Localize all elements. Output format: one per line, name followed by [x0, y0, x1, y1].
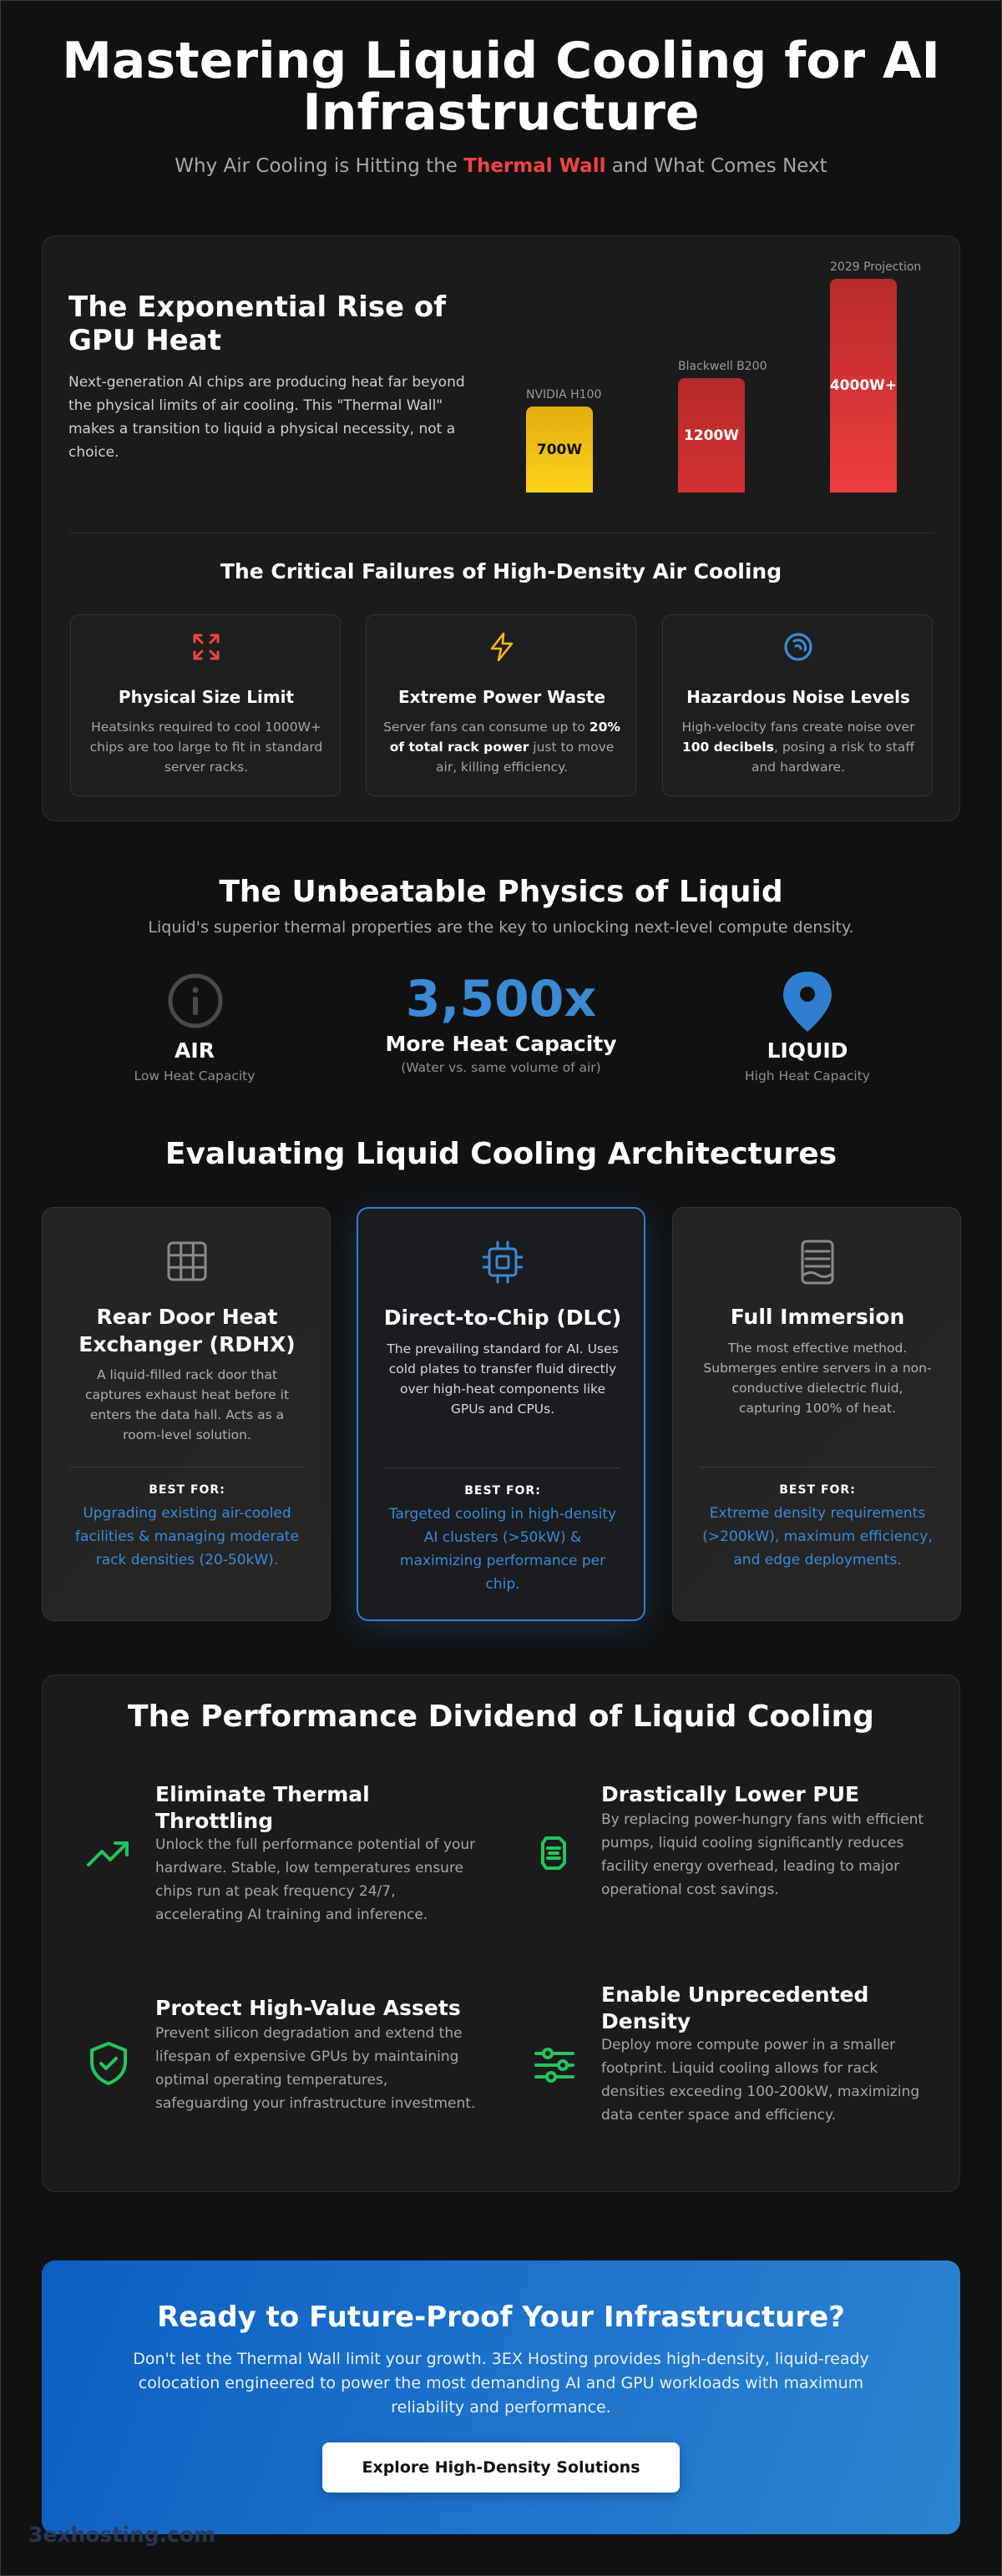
- dividend-title: The Performance Dividend of Liquid Cooling: [128, 1700, 874, 1734]
- cta-text: Don't let the Thermal Wall limit your growth. 3EX Hosting provides high-density, liquid-ready colocation engineered to power the most demanding AI and GPU workloads with maximum reliability and performance.: [133, 2350, 869, 2417]
- arch-name: Full Immersion: [730, 1305, 905, 1329]
- failure-name: Physical Size Limit: [118, 687, 295, 707]
- lightning-bolt-icon: [487, 632, 517, 662]
- cta-title: Ready to Future-Proof Your Infrastructure?: [157, 2301, 845, 2334]
- arch-name: Rear Door Heat Exchanger (RDHX): [78, 1305, 296, 1356]
- best-for-label: BEST FOR:: [149, 1483, 225, 1497]
- arch-card-rdhx: [42, 1207, 331, 1621]
- failure-card-size: [70, 614, 341, 796]
- chart-category-label: Blackwell B200: [678, 360, 767, 373]
- best-for-text: Extreme density requirements (>200kW), maximum efficiency, and edge deployments.: [702, 1505, 933, 1568]
- info-circle-icon: [166, 972, 225, 1030]
- physics-subtitle: Liquid's superior thermal properties are the key to unlocking next-level compute density.: [148, 918, 854, 937]
- explore-solutions-button[interactable]: Explore High-Density Solutions: [322, 2442, 680, 2493]
- failure-name: Extreme Power Waste: [397, 687, 606, 707]
- failure-desc-bold: 100 decibels: [681, 740, 774, 755]
- failure-desc-pre: High-velocity fans create noise over: [681, 720, 915, 735]
- benefit-name: Enable Unprecedented Density: [601, 1983, 869, 2033]
- best-for-text: Targeted cooling in high-density AI clusters (>50kW) & maximizing performance per chip.: [388, 1506, 617, 1593]
- chart-category-label: 2029 Projection: [830, 260, 922, 274]
- chart-category-label: NVIDIA H100: [526, 388, 602, 402]
- gpu-heat-title: The Exponential Rise of GPU Heat: [68, 290, 447, 357]
- expand-arrows-icon: [191, 632, 221, 662]
- liquid-label: LIQUID: [767, 1038, 848, 1063]
- physics-title: The Unbeatable Physics of Liquid: [219, 875, 783, 909]
- benefit-desc: By replacing power-hungry fans with efficient pumps, liquid cooling significantly reduces facility energy overhead, leading to major operational cost savings.: [601, 1811, 924, 1898]
- failure-desc-post: just to move air, killing efficiency.: [436, 740, 615, 775]
- benefit-name: Eliminate Thermal Throttling: [155, 1782, 370, 1833]
- site-watermark: 3exhosting.com: [28, 2523, 216, 2547]
- chart-bar: 1200W: [678, 378, 745, 492]
- subtitle-pre: Why Air Cooling is Hitting the: [175, 155, 464, 177]
- sliders-icon: [531, 2042, 578, 2089]
- chart-bar: 4000W+: [830, 279, 897, 492]
- benefit-desc: Prevent silicon degradation and extend the lifespan of expensive GPUs by maintaining optimal operating temperatures, safeguarding your infrastructure investment.: [155, 2025, 476, 2112]
- benefit-desc: Unlock the full performance potential of your hardware. Stable, low temperatures ensure chips run at peak frequency 24/7, accelerating AI training and inference.: [155, 1836, 476, 1923]
- arch-card-immersion: [672, 1207, 961, 1621]
- failure-name: Hazardous Noise Levels: [686, 687, 910, 707]
- failure-desc-text: Heatsinks required to cool 1000W+ chips are too large to fit in standard server racks.: [89, 720, 323, 775]
- pump-icon: [531, 1830, 578, 1876]
- chip-icon: [483, 1239, 523, 1285]
- liquid-drop-icon: [778, 968, 837, 1035]
- best-for-text: Upgrading existing air-cooled facilities & managing moderate rack densities (20-50kW).: [74, 1505, 300, 1568]
- trending-up-icon: [85, 1831, 132, 1878]
- arch-card-dlc: [357, 1207, 645, 1621]
- air-label: AIR: [175, 1038, 215, 1063]
- failure-desc-post: , posing a risk to staff and hardware.: [751, 740, 915, 775]
- arch-desc: The prevailing standard for AI. Uses cold plates to transfer fluid directly over high-heat components like GPUs and CPUs.: [387, 1341, 619, 1417]
- page-subtitle: [0, 155, 1002, 177]
- heat-capacity-label: More Heat Capacity: [385, 1032, 617, 1056]
- arch-name: Direct-to-Chip (DLC): [383, 1306, 622, 1330]
- shield-check-icon: [85, 2040, 132, 2087]
- failure-desc-pre: Server fans can consume up to: [383, 720, 590, 735]
- gpu-heat-text: Next-generation AI chips are producing heat far beyond the physical limits of air cooling. This "Thermal Wall" makes a transition to liquid a physical necessity, not a choice.: [68, 374, 465, 461]
- server-tank-icon: [797, 1238, 838, 1285]
- benefit-name: Protect High-Value Assets: [155, 1996, 461, 2020]
- page-title: Mastering Liquid Cooling for AI Infrastructure: [62, 32, 940, 142]
- failure-desc: [383, 717, 620, 777]
- failure-card-noise: [662, 614, 933, 796]
- arch-desc: The most effective method. Submerges entire servers in a non-conductive dielectric fluid, capturing 100% of heat.: [703, 1341, 932, 1416]
- arch-divider: [385, 1467, 620, 1468]
- sound-wave-icon: [783, 632, 813, 662]
- failure-desc: [680, 717, 917, 777]
- failure-desc: [88, 717, 325, 777]
- liquid-sub: High Heat Capacity: [745, 1068, 870, 1083]
- heat-capacity-number: 3,500x: [405, 970, 597, 1028]
- grid-icon: [167, 1238, 207, 1285]
- best-for-label: BEST FOR:: [464, 1484, 541, 1498]
- best-for-label: BEST FOR:: [779, 1483, 856, 1497]
- arch-desc: A liquid-filled rack door that captures exhaust heat before it enters the data hall. Acts as a room-level solution.: [84, 1367, 290, 1442]
- subtitle-accent: Thermal Wall: [463, 155, 606, 177]
- failure-desc-bold: 20% of total rack power: [389, 720, 620, 755]
- air-sub: Low Heat Capacity: [134, 1068, 256, 1083]
- benefit-desc: Deploy more compute power in a smaller footprint. Liquid cooling allows for rack densities exceeding 100-200kW, maximizing data center space and efficiency.: [601, 2037, 920, 2124]
- benefit-name: Drastically Lower PUE: [601, 1782, 860, 1806]
- architectures-title: Evaluating Liquid Cooling Architectures: [164, 1137, 838, 1171]
- failure-card-power: [366, 614, 636, 796]
- subtitle-post: and What Comes Next: [605, 155, 827, 177]
- failures-title: The Critical Failures of High-Density Air Cooling: [220, 559, 782, 583]
- chart-bar: 700W: [526, 407, 593, 492]
- heat-capacity-sub: (Water vs. same volume of air): [401, 1060, 601, 1075]
